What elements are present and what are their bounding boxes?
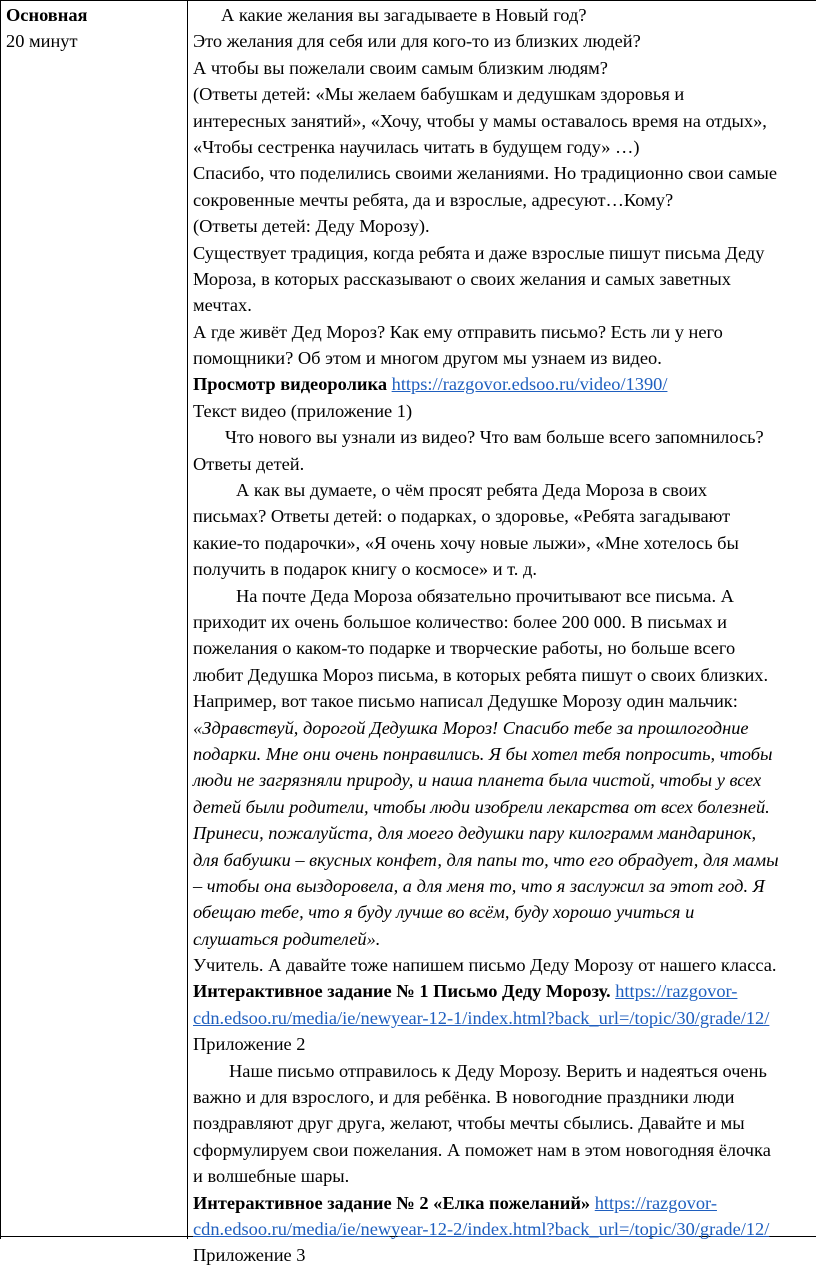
task2-line xyxy=(193,1190,816,1216)
letter-line: Принеси, пожалуйста, для моего дедушки пару килограмм мандаринок, xyxy=(193,823,757,844)
text-line: А чтобы вы пожелали своим самым близким людям? xyxy=(193,57,608,78)
task1-link-line xyxy=(193,1005,816,1031)
letter-line: – чтобы она выздоровела, а для меня то, что я заслужил за этот год. Я xyxy=(193,875,765,896)
text-line: (Ответы детей: Деду Морозу). xyxy=(193,216,430,237)
task2-link-start[interactable]: https://razgovor- xyxy=(594,1192,717,1213)
video-link[interactable]: https://razgovor.edsoo.ru/video/1390/ xyxy=(391,374,668,395)
section-duration: 20 минут xyxy=(6,31,78,52)
text-line: помощники? Об этом и многом другом мы узнаем из видео. xyxy=(193,348,662,369)
task1-line xyxy=(193,978,816,1004)
text-line: Ответы детей. xyxy=(193,453,305,474)
text-line: (Ответы детей: «Мы желаем бабушкам и дедушкам здоровья и xyxy=(193,84,685,105)
text-line: интересных занятий», «Хочу, чтобы у мамы оставалось время на отдых», xyxy=(193,110,767,131)
text-line: важно и для взрослого, и для ребёнка. В новогодние праздники люди xyxy=(193,1087,735,1108)
task1-label: Интерактивное задание № 1 Письмо Деду Морозу. xyxy=(193,981,611,1002)
task2-label: Интерактивное задание № 2 «Елка пожеланий» xyxy=(193,1192,591,1213)
text-line: письмах? Ответы детей: о подарках, о здоровье, «Ребята загадывают xyxy=(193,506,731,527)
table-column-divider xyxy=(187,0,188,1239)
letter-line: слушаться родителей». xyxy=(193,928,381,949)
text-line: Например, вот такое письмо написал Дедушке Морозу один мальчик: xyxy=(193,691,738,712)
text-line: Мороза, в которых рассказывают о своих желания и самых заветных xyxy=(193,268,731,289)
text-line: и волшебные шары. xyxy=(193,1166,350,1187)
text-line: А как вы думаете, о чём просят ребята Деда Мороза в своих xyxy=(236,480,708,501)
task1-link-start[interactable]: https://razgovor- xyxy=(615,981,738,1002)
content-cell xyxy=(193,2,816,1269)
letter-line: детей были родители, чтобы люди изобрели лекарства от всех болезней. xyxy=(193,796,770,817)
text-line: Наше письмо отправилось к Деду Морозу. Верить и надеяться очень xyxy=(229,1060,767,1081)
appendix-3: Приложение 3 xyxy=(193,1245,306,1266)
teacher-line: Учитель. А давайте тоже напишем письмо Деду Морозу от нашего класса. xyxy=(193,955,777,976)
text-line: Текст видео (приложение 1) xyxy=(193,400,413,421)
appendix-2: Приложение 2 xyxy=(193,1034,306,1055)
text-line: А какие желания вы загадываете в Новый год? xyxy=(221,5,587,25)
letter-line: подарки. Мне они очень понравились. Я бы хотел тебя попросить, чтобы xyxy=(193,743,773,764)
text-line: пожелания о каком-то подарке и творческие работы, но больше всего xyxy=(193,638,736,659)
video-label: Просмотр видеоролика xyxy=(193,374,388,395)
text-line: Существует традиция, когда ребята и даже взрослые пишут письма Деду xyxy=(193,242,765,263)
text-line: сокровенные мечты ребята, да и взрослые, адресуют…Кому? xyxy=(193,189,674,210)
letter-line: «Здравствуй, дорогой Дедушка Мороз! Спасибо тебе за прошлогодние xyxy=(193,717,749,738)
video-line xyxy=(193,371,816,397)
text-line: какие-то подарочки», «Я очень хочу новые лыжи», «Мне хотелось бы xyxy=(193,532,739,553)
letter-line: обещаю тебе, что я буду лучше во всём, буду хорошо учиться и xyxy=(193,902,695,923)
letter-line: для бабушки – вкусных конфет, для папы то, что его обрадует, для мамы xyxy=(193,849,779,870)
text-line: любит Дедушка Мороз письма, в которых ребята пишут о своих близких. xyxy=(193,664,769,685)
section-cell xyxy=(6,2,186,55)
text-line: А где живёт Дед Мороз? Как ему отправить письмо? Есть ли у него xyxy=(193,321,723,342)
text-line: мечтах. xyxy=(193,295,252,316)
section-title: Основная xyxy=(6,5,88,25)
text-line: «Чтобы сестренка научилась читать в будущем году» …) xyxy=(193,136,640,157)
task2-link-end[interactable]: cdn.edsoo.ru/media/ie/newyear-12-2/index.html?back_url=/topic/30/grade/12/ xyxy=(193,1218,770,1239)
text-line: Это желания для себя или для кого-то из близких людей? xyxy=(193,31,641,52)
letter-line: люди не загрязняли природу, и наша планета была чистой, чтобы у всех xyxy=(193,770,762,791)
table-border-left xyxy=(0,0,1,1239)
task1-link-end[interactable]: cdn.edsoo.ru/media/ie/newyear-12-1/index.html?back_url=/topic/30/grade/12/ xyxy=(193,1007,770,1028)
text-line: На почте Деда Мороза обязательно прочитывают все письма. А xyxy=(236,585,734,606)
text-line: сформулируем свои пожелания. А поможет нам в этом новогодняя ёлочка xyxy=(193,1139,771,1160)
text-line: Что нового вы узнали из видео? Что вам больше всего запомнилось? xyxy=(225,427,764,448)
table-border-top xyxy=(0,0,816,1)
text-line: приходит их очень большое количество: более 200 000. В письмах и xyxy=(193,611,727,632)
text-line: поздравляют друг друга, желают, чтобы мечты сбылись. Давайте и мы xyxy=(193,1113,745,1134)
text-line: получить в подарок книгу о космосе» и т. д. xyxy=(193,559,537,580)
text-line: Спасибо, что поделились своими желаниями. Но традиционно свои самые xyxy=(193,163,778,184)
task2-link-line xyxy=(193,1216,816,1242)
